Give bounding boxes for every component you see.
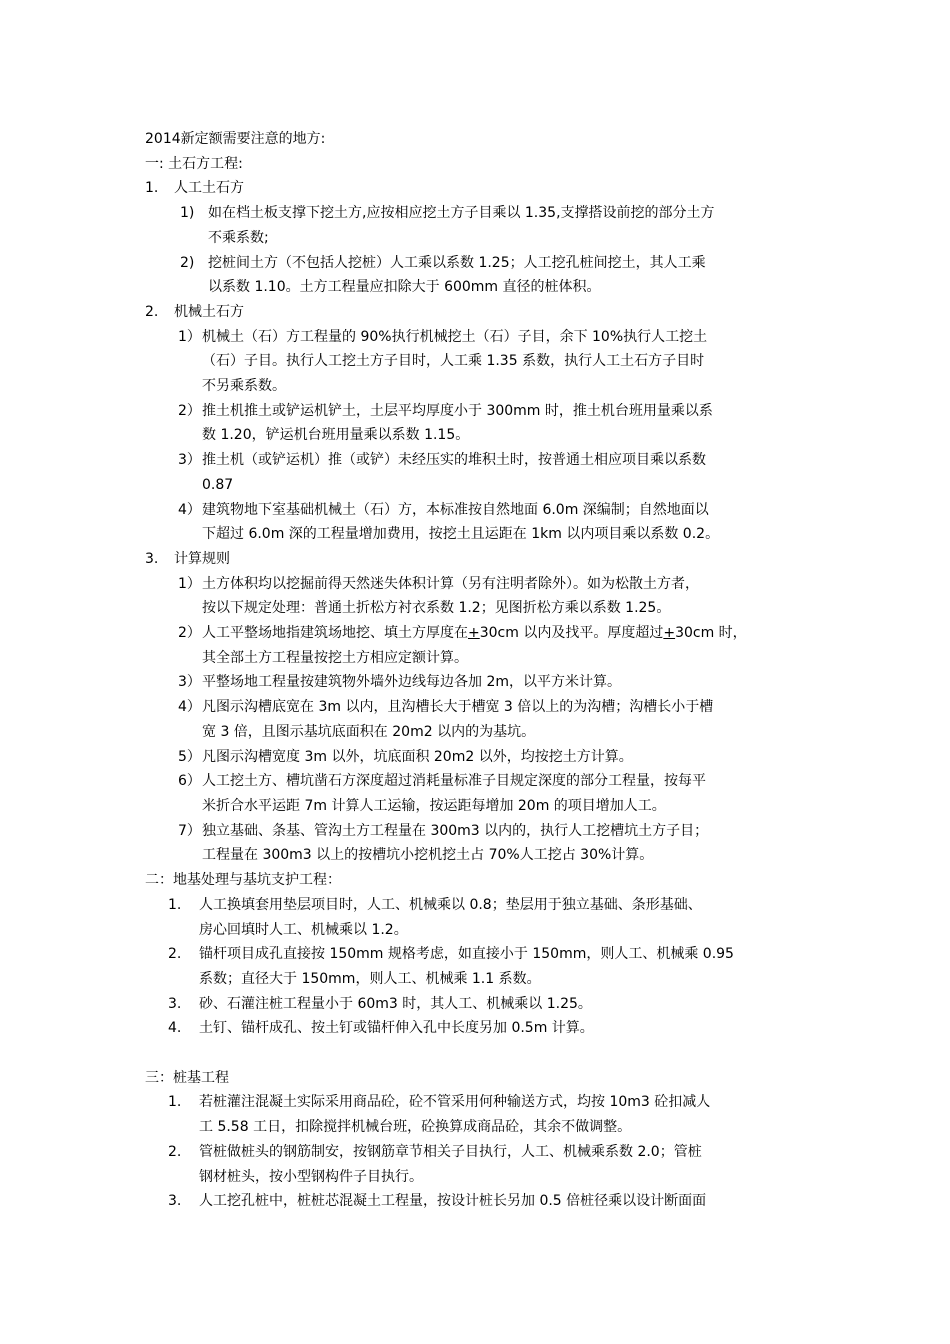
list-number: 2） [178,625,201,642]
text-line: 锚杆项目成孔直接按 150mm 规格考虑，如直接小于 150mm，则人工、机械乘 0.95 [199,946,734,963]
text-line: 宽 3 倍，且图示基坑底面积在 20m2 以内的为基坑。 [202,723,536,740]
list-item [145,399,815,448]
list-number: 7） [178,822,201,839]
text-line: 凡图示沟槽底宽在 3m 以内，且沟槽长大于槽宽 3 倍以上的为沟槽；沟槽长小于槽 [202,699,714,716]
list-item [145,448,815,497]
list-number: 1. [145,180,159,197]
text-line: 下超过 6.0m 深的工程量增加费用，按挖土且运距在 1km 以内项目乘以系数 0.2。 [202,526,720,543]
subsection-heading [145,547,815,572]
list-number: 2. [145,303,159,320]
text-line: 挖桩间土方（不包括人挖桩）人工乘以系数 1.25；人工挖孔桩间挖土，其人工乘 [208,254,706,271]
list-number: 5） [178,748,201,765]
list-item [145,572,815,621]
text-line: 人工挖孔桩中，桩桩芯混凝土工程量，按设计桩长另加 0.5 倍桩径乘以设计断面面 [199,1193,707,1210]
text-line: 其全部土方工程量按挖土方相应定额计算。 [202,649,468,666]
list-number: 1. [168,896,182,913]
subsection-heading [145,300,815,325]
text-line: （石）子目。执行人工挖土方子目时，人工乘 1.35 系数，执行人工土石方子目时 [202,353,705,370]
plus-minus-sign: + [468,625,480,642]
list-number: 3. [145,550,159,567]
subsection-label: 人工土石方 [174,180,244,197]
text-line: 推土机推土或铲运机铲土，土层平均厚度小于 300mm 时，推土机台班用量乘以系 [202,402,713,419]
text-line: 钢材桩头，按小型钢构件子目执行。 [199,1168,423,1185]
text-line: 管桩做桩头的钢筋制安，按钢筋章节相关子目执行，人工、机械乘系数 2.0；管桩 [199,1143,702,1160]
plus-minus-sign: + [663,625,676,642]
list-item [145,1189,815,1214]
list-item [145,325,815,399]
text-line: 不另乘系数。 [202,378,286,395]
list-item [145,251,815,300]
text-line: 土方体积均以挖掘前得天然迷失体积计算（另有注明者除外）。如为松散土方者， [202,575,699,592]
list-number: 1） [178,328,201,345]
list-number: 6） [178,773,201,790]
document-body [145,127,815,1214]
text-line: 人工换填套用垫层项目时，人工、机械乘以 0.8；垫层用于独立基础、条形基础、 [199,896,702,913]
text-line: 工 5.58 工日，扣除搅拌机械台班，砼换算成商品砼，其余不做调整。 [199,1119,632,1136]
subsection-label: 计算规则 [174,550,230,567]
text-run: 30cm 时， [675,625,747,642]
list-number: 1. [168,1094,182,1111]
text-line: 推土机（或铲运机）推（或铲）未经压实的堆积土时，按普通土相应项目乘以系数 [202,452,706,469]
list-item [145,201,815,250]
list-number: 2. [168,946,182,963]
text-line: 人工挖土方、槽坑凿石方深度超过消耗量标准子目规定深度的部分工程量，按每平 [202,773,706,790]
list-number: 3） [178,674,201,691]
subsection-heading [145,176,815,201]
list-number: 3） [178,452,201,469]
list-item [145,1090,815,1139]
subsection-label: 机械土石方 [174,303,244,320]
section-1-heading: 一: 土石方工程: [145,155,243,172]
list-item [145,893,815,942]
blank-line [145,1041,815,1066]
text-line: 独立基础、条基、管沟土方工程量在 300m3 以内的，执行人工挖槽坑土方子目； [202,822,709,839]
text-line: 数 1.20，铲运机台班用量乘以系数 1.15。 [202,427,470,444]
list-item [145,992,815,1017]
text-line: 建筑物地下室基础机械土（石）方，本标准按自然地面 6.0m 深编制；自然地面以 [202,501,709,518]
list-number: 1） [178,575,201,592]
list-number: 4. [168,1020,182,1037]
list-number: 1) [180,205,195,222]
list-item [145,695,815,744]
text-line: 0.87 [202,476,234,493]
list-number: 3. [168,1193,182,1210]
text-line: 砂、石灌注桩工程量小于 60m3 时，其人工、机械乘以 1.25。 [199,995,592,1012]
list-item [145,1016,815,1041]
list-item [145,819,815,868]
list-item [145,621,815,670]
section-3-heading: 三：桩基工程 [145,1069,229,1086]
list-number: 2) [180,254,195,271]
list-number: 3. [168,995,182,1012]
text-line [202,621,815,646]
list-number: 4） [178,501,201,518]
text-line: 米折合水平运距 7m 计算人工运输，按运距每增加 20m 的项目增加人工。 [202,797,666,814]
text-line: 机械土（石）方工程量的 90%执行机械挖土（石）子目，余下 10%执行人工挖土 [202,328,708,345]
text-line: 凡图示沟槽宽度 3m 以外，坑底面积 20m2 以外，均按挖土方计算。 [202,748,633,765]
text-line: 若桩灌注混凝土实际采用商品砼，砼不管采用何种输送方式，均按 10m3 砼扣减人 [199,1094,711,1111]
list-item [145,670,815,695]
list-number: 2. [168,1143,182,1160]
text-line: 如在档土板支撑下挖土方,应按相应挖土方子目乘以 1.35,支撑搭设前挖的部分土方 [208,205,715,222]
text-line: 按以下规定处理：普通土折松方衬衣系数 1.2；见图折松方乘以系数 1.25。 [202,600,671,617]
text-line: 平整场地工程量按建筑物外墙外边线每边各加 2m，以平方米计算。 [202,674,621,691]
list-number: 2） [178,402,201,419]
text-line: 土钉、锚杆成孔、按土钉或锚杆伸入孔中长度另加 0.5m 计算。 [199,1020,594,1037]
list-number: 4） [178,699,201,716]
list-item [145,745,815,770]
section-2-heading: 二：地基处理与基坑支护工程： [145,872,341,889]
document-title: 2014新定额需要注意的地方: [145,131,326,147]
list-item [145,1140,815,1189]
list-item [145,942,815,991]
text-line: 系数；直径大于 150mm，则人工、机械乘 1.1 系数。 [199,970,541,987]
text-run: 人工平整场地指建筑场地挖、填土方厚度在 [202,625,468,642]
list-item [145,498,815,547]
text-line: 房心回填时人工、机械乘以 1.2。 [199,921,408,938]
list-item [145,769,815,818]
text-run: 30cm 以内及找平。厚度超过 [479,625,664,642]
text-line: 不乘系数; [208,229,269,246]
text-line: 工程量在 300m3 以上的按槽坑小挖机挖土占 70%人工挖占 30%计算。 [202,847,654,864]
text-line: 以系数 1.10。土方工程量应扣除大于 600mm 直径的桩体积。 [208,279,601,296]
